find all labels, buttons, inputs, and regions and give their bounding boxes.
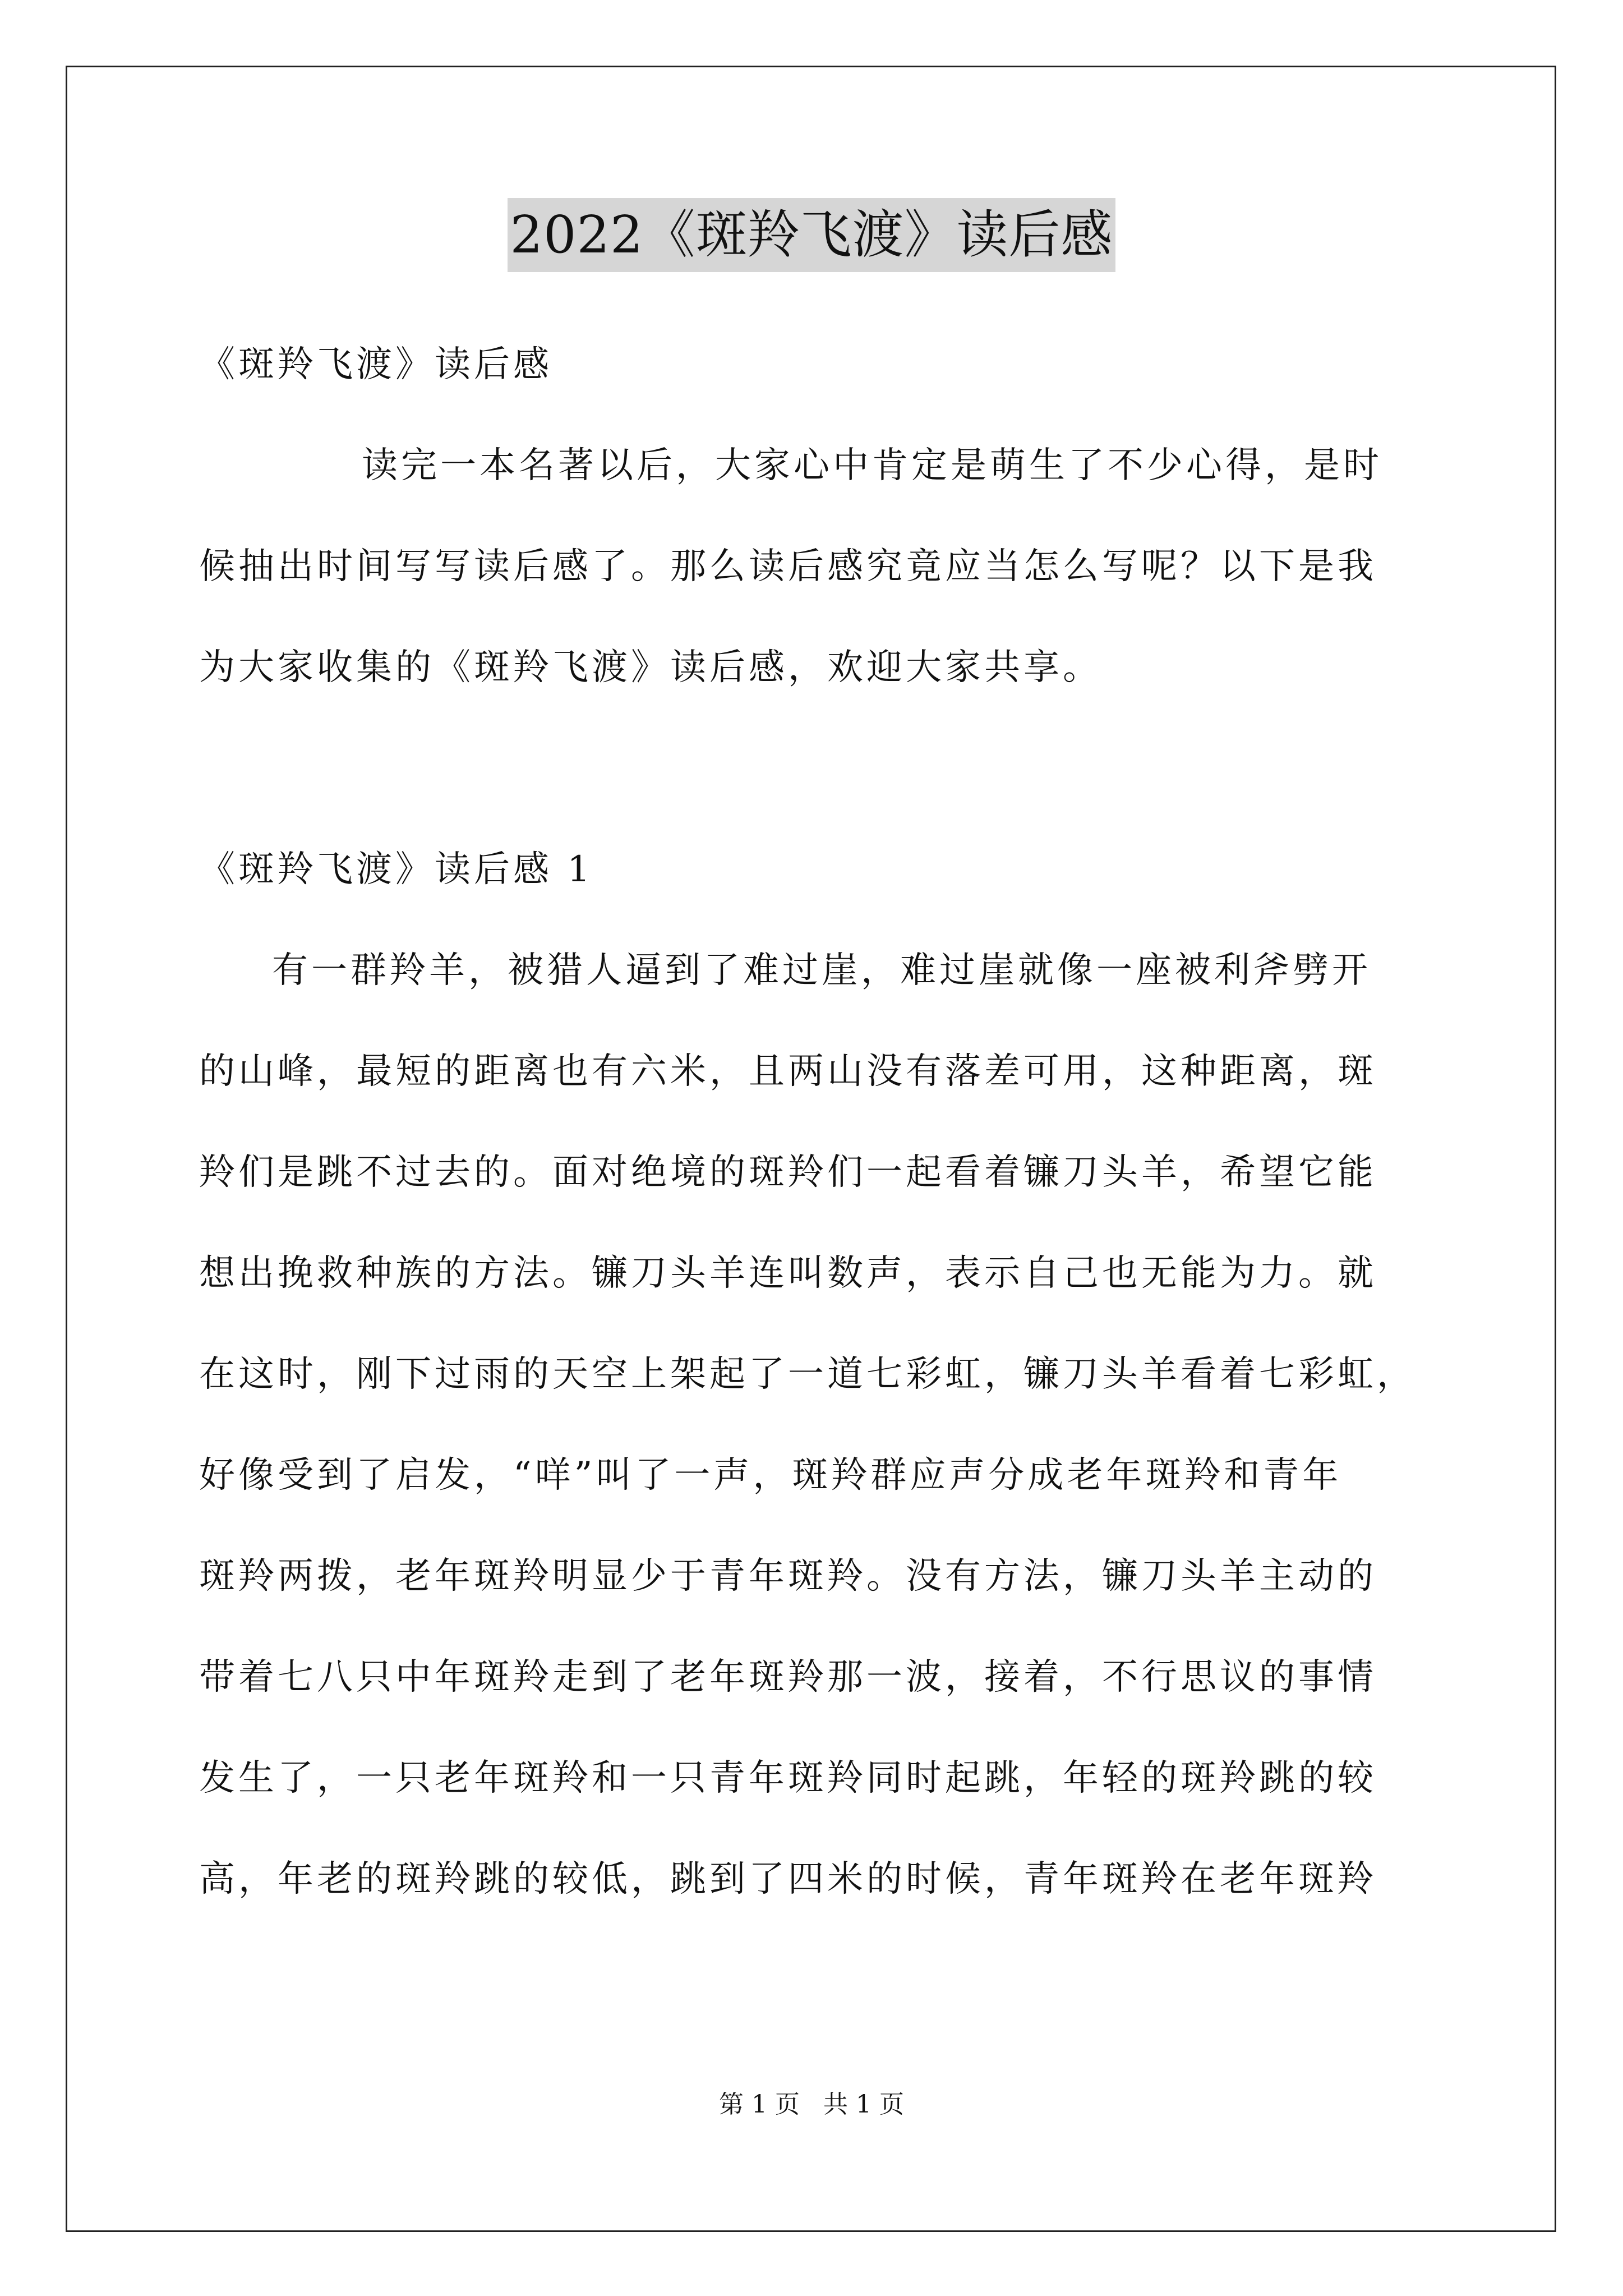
title-container [0,198,1623,272]
paragraph-spacer [199,718,1438,819]
document-body [199,314,1438,1930]
body-paragraph-line: 有一群羚羊，被猎人逼到了难过崖，难过崖就像一座被利斧劈开 [272,950,1371,991]
body-paragraph-line: 在这时，刚下过雨的天空上架起了一道七彩虹，镰刀头羊看着七彩虹， [199,1354,1416,1395]
intro-paragraph-line: 候抽出时间写写读后感了。那么读后感究竟应当怎么写呢？以下是我 [199,546,1377,587]
intro-paragraph-line: 读完一本名著以后，大家心中肯定是萌生了不少心得，是时 [362,445,1382,486]
total-pages: 共 1 页 [823,2090,904,2119]
body-paragraph-line: 的山峰，最短的距离也有六米，且两山没有落差可用，这种距离，斑 [199,1051,1377,1092]
body-paragraph-line: 高，年老的斑羚跳的较低，跳到了四米的时候，青年斑羚在老年斑羚 [199,1858,1377,1900]
body-paragraph-line: 发生了，一只老年斑羚和一只青年斑羚同时起跳，年轻的斑羚跳的较 [199,1757,1377,1799]
page-footer [0,2088,1623,2122]
body-paragraph-line: 好像受到了启发，“咩”叫了一声，斑羚群应声分成老年斑羚和青年 [199,1455,1342,1496]
body-paragraph-line: 想出挽救种族的方法。镰刀头羊连叫数声，表示自己也无能为力。就 [199,1253,1377,1294]
page-number: 第 1 页 [719,2090,800,2119]
body-paragraph-line: 羚们是跳不过去的。面对绝境的斑羚们一起看着镰刀头羊，希望它能 [199,1152,1377,1193]
section-heading: 《斑羚飞渡》读后感 1 [199,849,594,890]
subtitle: 《斑羚飞渡》读后感 [199,344,552,385]
intro-paragraph-line: 为大家收集的《斑羚飞渡》读后感，欢迎大家共享。 [199,647,1102,688]
document-title: 2022《斑羚飞渡》读后感 [508,198,1115,272]
body-paragraph-line: 带着七八只中年斑羚走到了老年斑羚那一波，接着，不行思议的事情 [199,1657,1377,1698]
body-paragraph-line: 斑羚两拨，老年斑羚明显少于青年斑羚。没有方法，镰刀头羊主动的 [199,1556,1377,1597]
